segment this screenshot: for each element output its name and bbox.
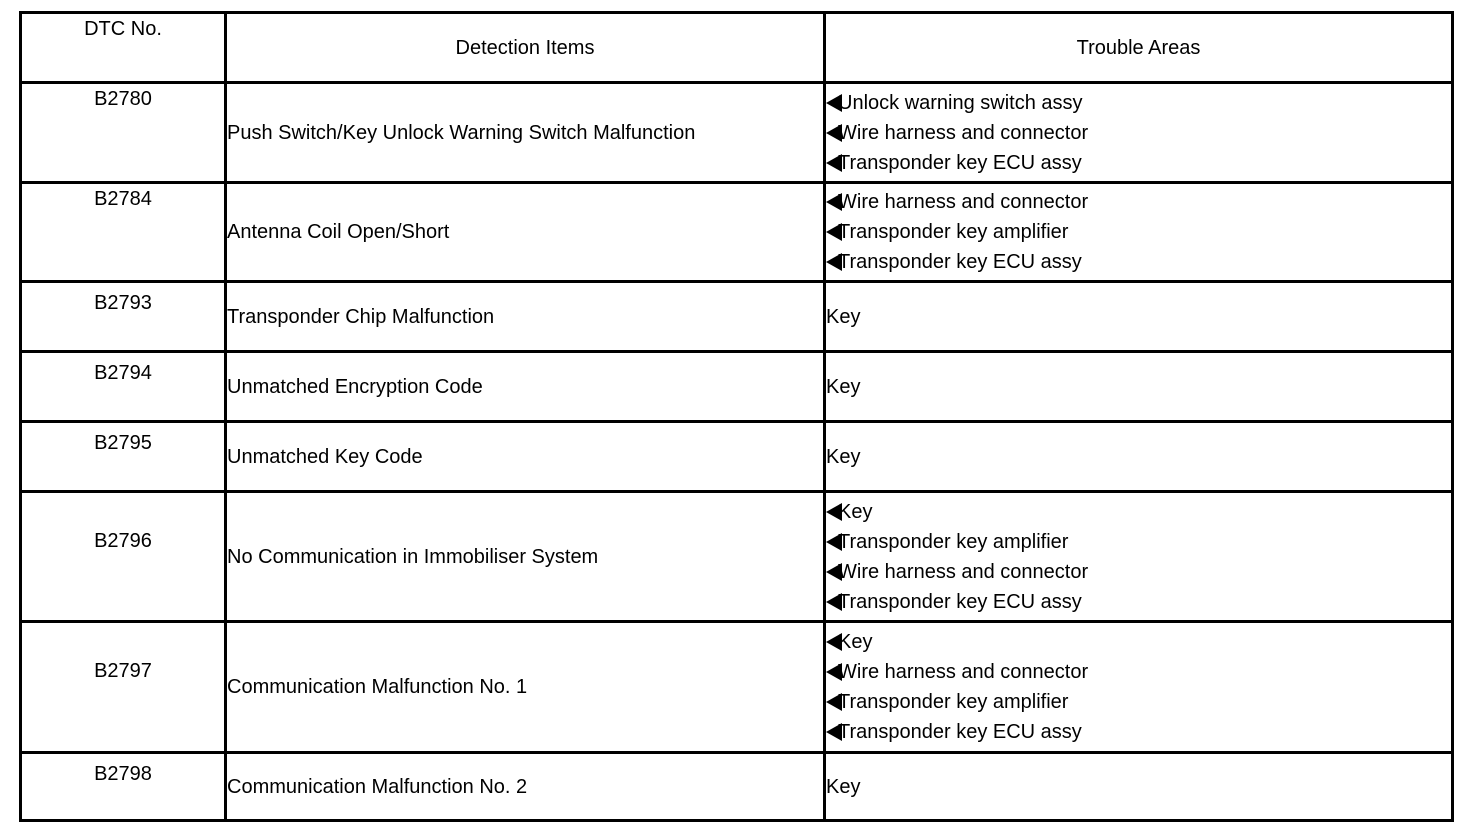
header-detection-items: Detection Items — [226, 13, 825, 83]
trouble-areas — [825, 622, 1453, 753]
trouble-area-item: Transponder key amplifier — [826, 687, 1451, 717]
trouble-areas — [825, 492, 1453, 622]
trouble-area-item: Key — [826, 775, 861, 798]
trouble-area-item: Key — [826, 375, 861, 398]
dtc-table — [19, 11, 1454, 822]
dtc-code: B2794 — [21, 352, 226, 422]
trouble-area-item: Wire harness and connector — [826, 118, 1451, 148]
table-row — [21, 492, 1453, 622]
trouble-areas — [825, 183, 1453, 282]
trouble-area-item: Transponder key ECU assy — [826, 247, 1451, 277]
dtc-code: B2784 — [21, 183, 226, 282]
table-row — [21, 622, 1453, 753]
trouble-areas — [825, 352, 1453, 422]
trouble-area-item: Key — [826, 445, 861, 468]
header-dtc-no: DTC No. — [21, 13, 226, 83]
trouble-areas — [825, 753, 1453, 821]
trouble-area-item: Unlock warning switch assy — [826, 88, 1451, 118]
detection-item: Antenna Coil Open/Short — [226, 183, 825, 282]
trouble-area-item: Transponder key ECU assy — [826, 148, 1451, 178]
detection-item: Push Switch/Key Unlock Warning Switch Malfunction — [226, 83, 825, 183]
trouble-area-item: Wire harness and connector — [826, 557, 1451, 587]
dtc-code: B2798 — [21, 753, 226, 821]
trouble-area-item: Key — [826, 627, 1451, 657]
trouble-area-item: Wire harness and connector — [826, 657, 1451, 687]
trouble-area-item: Key — [826, 497, 1451, 527]
dtc-code: B2780 — [21, 83, 226, 183]
detection-item: Unmatched Key Code — [226, 422, 825, 492]
trouble-area-item: Transponder key amplifier — [826, 217, 1451, 247]
table-header-row — [21, 13, 1453, 83]
trouble-areas — [825, 422, 1453, 492]
table-row — [21, 83, 1453, 183]
table-row — [21, 282, 1453, 352]
detection-item: Communication Malfunction No. 1 — [226, 622, 825, 753]
table-row — [21, 183, 1453, 282]
trouble-areas — [825, 282, 1453, 352]
trouble-area-item: Transponder key ECU assy — [826, 587, 1451, 617]
dtc-code: B2796 — [21, 492, 226, 622]
table-row — [21, 422, 1453, 492]
trouble-area-item: Transponder key ECU assy — [826, 717, 1451, 747]
detection-item: Transponder Chip Malfunction — [226, 282, 825, 352]
detection-item: Communication Malfunction No. 2 — [226, 753, 825, 821]
trouble-area-item: Transponder key amplifier — [826, 527, 1451, 557]
table-row — [21, 352, 1453, 422]
detection-item: Unmatched Encryption Code — [226, 352, 825, 422]
header-trouble-areas: Trouble Areas — [825, 13, 1453, 83]
detection-item: No Communication in Immobiliser System — [226, 492, 825, 622]
table-row — [21, 753, 1453, 821]
dtc-code: B2793 — [21, 282, 226, 352]
trouble-areas — [825, 83, 1453, 183]
dtc-code: B2797 — [21, 622, 226, 753]
dtc-code: B2795 — [21, 422, 226, 492]
trouble-area-item: Key — [826, 305, 861, 328]
trouble-area-item: Wire harness and connector — [826, 187, 1451, 217]
